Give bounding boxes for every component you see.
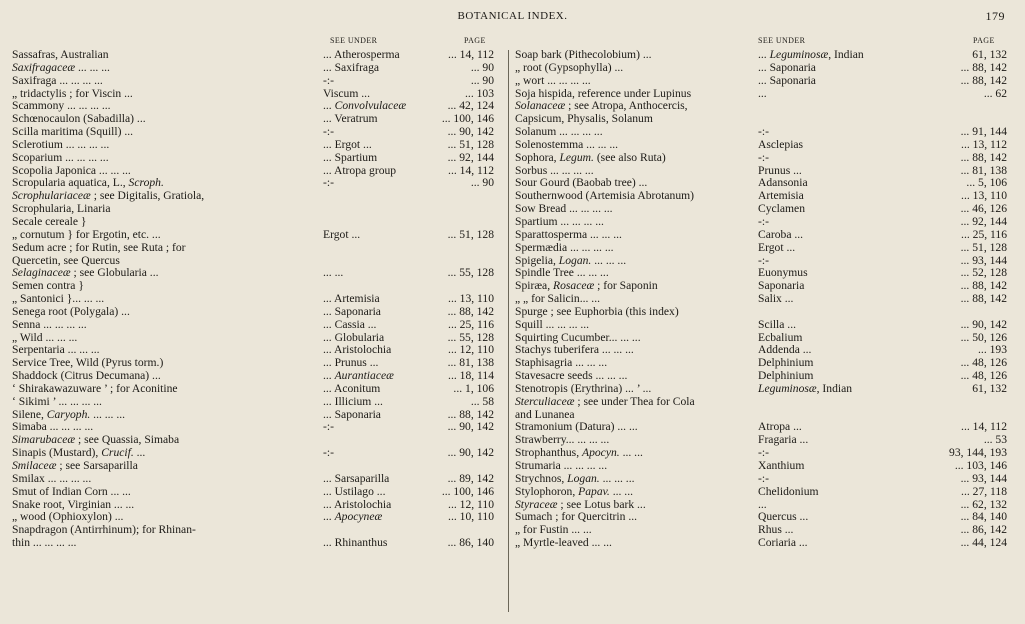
entry-term: Staphisagria ... ... ... <box>515 357 608 370</box>
index-entry <box>12 126 504 139</box>
entry-term: Strychnos, Logan. ... ... ... <box>515 472 635 485</box>
page-number: 179 <box>985 9 1005 23</box>
entry-see-under: ... Rhinanthus <box>323 536 388 550</box>
entry-term: Solenostemma ... ... ... <box>515 138 619 151</box>
entry-see-under: -:- <box>323 176 334 190</box>
entry-page-ref: ... 25, 116 <box>448 317 494 331</box>
entry-page-ref: ... 88, 142 <box>447 304 494 318</box>
entry-term: Squirting Cucumber... ... ... <box>515 331 641 344</box>
entry-term: Spartium ... ... ... ... <box>515 215 604 228</box>
entry-page-ref: ... 12, 110 <box>448 343 494 357</box>
index-entry <box>12 344 504 357</box>
entry-page-ref: ... 90 <box>470 60 494 74</box>
entry-page-ref: ... 18, 114 <box>448 369 494 383</box>
entry-term: Sedum acre ; for Rutin, see Ruta ; for <box>12 240 186 254</box>
index-entry <box>12 242 504 255</box>
entry-see-under: Rhus ... <box>758 523 794 537</box>
entry-page-ref: ... 51, 128 <box>960 240 1007 254</box>
index-title: BOTANICAL INDEX. <box>457 10 568 22</box>
index-entry <box>12 255 504 268</box>
entry-page-ref: ... 12, 110 <box>448 497 494 511</box>
entry-term: Simaba ... ... ... ... <box>12 421 94 434</box>
index-entry <box>12 229 504 242</box>
entry-term: Stenotropis (Erythrina) ... ’ ... <box>515 382 652 395</box>
entry-page-ref: ... 90, 142 <box>960 317 1007 331</box>
entry-term: thin ... ... ... ... <box>12 537 77 550</box>
entry-see-under: Xanthium <box>758 459 805 472</box>
entry-see-under: Ergot ... <box>323 227 361 241</box>
entry-see-under: ... Aristolochia <box>323 343 392 357</box>
entry-page-ref: 61, 132 <box>972 48 1007 61</box>
entry-page-ref: ... 88, 142 <box>960 60 1007 74</box>
index-entry <box>12 332 504 345</box>
index-entry <box>515 383 1017 396</box>
entry-page-ref: ... 46, 126 <box>960 202 1007 216</box>
entry-page-ref: ... 5, 106 <box>966 176 1007 190</box>
entry-page-ref: ... 93, 144 <box>960 253 1007 267</box>
entry-term: Scilla maritima (Squill) ... <box>12 126 134 139</box>
entry-see-under: Coriaria ... <box>758 536 808 550</box>
entry-see-under: Addenda ... <box>758 343 812 357</box>
entry-see-under: ... Saponaria <box>323 407 381 421</box>
entry-page-ref: ... 81, 138 <box>960 163 1007 177</box>
entry-see-under: Ecbalium <box>758 330 803 344</box>
entry-see-under: ... Prunus ... <box>323 356 379 370</box>
entry-term: Scrophulariaceæ ; see Digitalis, Gratiola, <box>12 189 205 203</box>
entry-see-under: Delphinium <box>758 356 814 370</box>
entry-term: „ wood (Ophioxylon) ... <box>12 511 124 524</box>
entry-see-under: ... Sarsaparilla <box>323 471 390 485</box>
entry-term: Selaginaceæ ; see Globularia ... <box>12 267 159 280</box>
left-see-under-heading: SEE UNDER <box>330 36 378 45</box>
entry-see-under: ... Aconitum <box>323 381 381 395</box>
entry-term: Sophora, Legum. (see also Ruta) <box>515 151 666 164</box>
index-entry <box>12 537 504 550</box>
entry-see-under: Cyclamen <box>758 202 806 216</box>
entry-see-under: ... Saxifraga <box>323 60 380 74</box>
entry-term: ‘ Sikimi ’ ... ... ... ... <box>12 395 102 408</box>
entry-see-under: ... Artemisia <box>323 292 380 306</box>
index-entry <box>12 139 504 152</box>
right-see-under-heading: SEE UNDER <box>758 36 806 45</box>
entry-term: Snake root, Virginian ... ... <box>12 498 135 511</box>
entry-term: and Lunanea <box>515 407 575 421</box>
entry-see-under: -:- <box>758 214 769 228</box>
entry-page-ref: ... 100, 146 <box>441 484 494 498</box>
entry-page-ref: ... 88, 142 <box>447 407 494 421</box>
entry-term: „ cornutum } for Ergotin, etc. ... <box>12 228 161 241</box>
entry-term: Spindle Tree ... ... ... <box>515 267 609 280</box>
entry-term: Saxifraga ... ... ... ... <box>12 74 103 87</box>
entry-see-under: -:- <box>323 73 334 87</box>
index-entry <box>515 126 1017 139</box>
entry-see-under: ... Apocyneæ <box>323 510 383 524</box>
entry-page-ref: ... 25, 116 <box>961 227 1007 241</box>
right-column <box>515 36 1017 550</box>
entry-term: Squill ... ... ... ... <box>515 318 590 331</box>
entry-page-ref: ... 62 <box>983 86 1007 100</box>
entry-term: Shaddock (Citrus Decumana) ... <box>12 370 161 383</box>
index-entry <box>515 537 1017 550</box>
entry-term: Schœnocaulon (Sabadilla) ... <box>12 113 146 126</box>
entry-see-under: Saponaria <box>758 279 805 293</box>
entry-page-ref: ... 92, 144 <box>960 214 1007 228</box>
entry-term: Sorbus ... ... ... ... <box>515 164 594 177</box>
index-entry <box>12 267 504 280</box>
entry-see-under: -:- <box>323 125 334 139</box>
index-entry <box>12 370 504 383</box>
index-entry <box>12 319 504 332</box>
index-entry <box>12 293 504 306</box>
entry-term: Sow Bread ... ... ... ... <box>515 203 613 216</box>
entry-see-under: -:- <box>758 253 769 267</box>
entry-page-ref: ... 193 <box>978 343 1007 357</box>
entry-see-under: Prunus ... <box>758 163 802 177</box>
entry-page-ref: ... 55, 128 <box>447 330 494 344</box>
entry-term: Secale cereale } <box>12 214 87 228</box>
entry-term: Snapdragon (Antirrhinum); for Rhinan- <box>12 523 196 537</box>
entry-term: „ for Fustin ... ... <box>515 524 592 537</box>
entry-see-under: ... Cassia ... <box>323 317 377 331</box>
entry-term: Smut of Indian Corn ... ... <box>12 485 131 498</box>
index-entry <box>12 165 504 178</box>
index-entry <box>12 75 504 88</box>
entry-page-ref: ... 90 <box>470 176 494 190</box>
index-entry <box>12 499 504 512</box>
index-entry <box>515 460 1017 473</box>
index-entry <box>12 306 504 319</box>
entry-see-under: ... Veratrum <box>323 112 378 126</box>
entry-see-under: ... Convolvulaceæ <box>323 99 407 113</box>
entry-term: Stramonium (Datura) ... ... <box>515 421 638 434</box>
entry-page-ref: ... 90, 142 <box>447 125 494 139</box>
index-entry <box>515 139 1017 152</box>
entry-term: Scammony ... ... ... ... <box>12 100 111 113</box>
index-entry <box>515 152 1017 165</box>
entry-term: Southernwood (Artemisia Abrotanum) <box>515 190 695 203</box>
entry-page-ref: ... 103, 146 <box>954 459 1007 472</box>
index-entry <box>12 486 504 499</box>
entry-see-under: ... Saponaria <box>323 304 381 318</box>
entry-see-under: ... Aristolochia <box>323 497 392 511</box>
entry-see-under: Delphinium <box>758 369 814 383</box>
entry-term: „ root (Gypsophylla) ... <box>515 61 624 74</box>
entry-term: Simarubaceæ ; see Quassia, Simaba <box>12 433 180 447</box>
entry-page-ref: ... 62, 132 <box>960 497 1007 511</box>
entry-see-under: -:- <box>758 150 769 164</box>
entry-page-ref: ... 53 <box>983 433 1007 447</box>
entry-page-ref: ... 86, 140 <box>447 536 494 550</box>
entry-term: Smilax ... ... ... ... <box>12 472 92 485</box>
page-header <box>0 10 1025 26</box>
entry-term: Strophanthus, Apocyn. ... ... <box>515 447 643 460</box>
entry-page-ref: ... 13, 110 <box>961 189 1007 203</box>
entry-page-ref: ... 10, 110 <box>448 510 494 524</box>
entry-term: Quercetin, see Quercus <box>12 253 120 267</box>
index-entry <box>12 357 504 370</box>
entry-term: Solanum ... ... ... ... <box>515 126 603 139</box>
entry-see-under: ... Globularia <box>323 330 385 344</box>
entry-see-under: Asclepias <box>758 137 804 151</box>
entry-see-under: Euonymus <box>758 266 808 280</box>
entry-page-ref: ... 44, 124 <box>960 536 1007 550</box>
entry-page-ref: ... 14, 112 <box>448 163 494 177</box>
entry-term: Sinapis (Mustard), Crucif. ... <box>12 447 146 460</box>
index-entry <box>515 229 1017 242</box>
entry-page-ref: ... 86, 142 <box>960 523 1007 537</box>
right-entries <box>515 49 1017 550</box>
index-entry <box>515 486 1017 499</box>
entry-page-ref: ... 14, 112 <box>961 420 1007 434</box>
entry-see-under: ... <box>758 497 767 511</box>
entry-page-ref: ... 50, 126 <box>960 330 1007 344</box>
entry-see-under: ... <box>758 86 767 100</box>
index-entry <box>12 88 504 101</box>
index-entry <box>12 524 504 537</box>
entry-see-under: -:- <box>323 446 334 460</box>
entry-see-under: ... Leguminosæ, Indian <box>758 48 864 61</box>
index-entry <box>515 216 1017 229</box>
index-entry <box>12 383 504 396</box>
entry-term: Spurge ; see Euphorbia (this index) <box>515 304 679 318</box>
entry-page-ref: ... 55, 128 <box>447 266 494 280</box>
entry-page-ref: ... 51, 128 <box>447 137 494 151</box>
index-entry <box>515 49 1017 62</box>
entry-see-under: Ergot ... <box>758 240 796 254</box>
entry-term: Semen contra } <box>12 279 84 293</box>
entry-term: Scropularia aquatica, L., Scroph. <box>12 177 164 190</box>
entry-page-ref: ... 48, 126 <box>960 356 1007 370</box>
index-entry <box>515 242 1017 255</box>
index-entry <box>12 434 504 447</box>
entry-see-under: -:- <box>323 420 334 434</box>
index-entry <box>515 319 1017 332</box>
left-entries <box>12 49 504 550</box>
entry-see-under: ... Aurantiaceæ <box>323 369 394 383</box>
entry-see-under: ... Ustilago ... <box>323 484 386 498</box>
entry-page-ref: ... 88, 142 <box>960 292 1007 306</box>
entry-term: Silene, Caryoph. ... ... ... <box>12 408 126 421</box>
entry-page-ref: 61, 132 <box>972 381 1007 395</box>
index-entry <box>12 49 504 62</box>
index-entry <box>515 62 1017 75</box>
entry-term: „ wort ... ... ... ... <box>515 74 591 87</box>
right-page-heading: PAGE <box>973 36 995 45</box>
entry-see-under: Leguminosæ, Indian <box>758 381 853 395</box>
entry-see-under: ... Atherosperma <box>323 48 400 61</box>
entry-term: „ Santonici }... ... ... <box>12 293 105 306</box>
entry-term: Scopolia Japonica ... ... ... <box>12 164 131 177</box>
index-entry <box>12 152 504 165</box>
entry-page-ref: ... 52, 128 <box>960 266 1007 280</box>
entry-page-ref: ... 58 <box>470 394 494 408</box>
entry-see-under: ... Saponaria <box>758 73 816 87</box>
index-entry <box>515 396 1017 409</box>
entry-term: Sclerotium ... ... ... ... <box>12 138 110 151</box>
entry-term: Senega root (Polygala) ... <box>12 305 130 318</box>
index-entry <box>515 473 1017 486</box>
entry-term: Serpentaria ... ... ... <box>12 344 100 357</box>
entry-see-under: Adansonia <box>758 176 808 190</box>
left-column-header <box>12 36 504 49</box>
left-page-heading: PAGE <box>464 36 486 45</box>
entry-page-ref: ... 93, 144 <box>960 471 1007 485</box>
index-entry <box>12 460 504 473</box>
entry-page-ref: 93, 144, 193 <box>949 446 1007 460</box>
entry-see-under: Quercus ... <box>758 510 809 524</box>
index-entry <box>12 100 504 113</box>
entry-see-under: ... ... <box>323 266 344 280</box>
index-entry <box>515 293 1017 306</box>
entry-term: Capsicum, Physalis, Solanum <box>515 112 653 126</box>
entry-see-under: -:- <box>758 125 769 139</box>
index-entry <box>12 62 504 75</box>
entry-page-ref: ... 100, 146 <box>441 112 494 126</box>
entry-see-under: Fragaria ... <box>758 433 809 447</box>
entry-term: Smilaceæ ; see Sarsaparilla <box>12 459 138 472</box>
entry-term: Solanaceæ ; see Atropa, Anthocercis, <box>515 99 688 113</box>
index-entry <box>12 396 504 409</box>
entry-see-under: Atropa ... <box>758 420 802 434</box>
entry-page-ref: ... 88, 142 <box>960 279 1007 293</box>
entry-term: Soap bark (Pithecolobium) ... <box>515 49 652 61</box>
entry-term: Strumaria ... ... ... ... <box>515 460 608 472</box>
entry-page-ref: ... 103 <box>465 86 494 100</box>
entry-see-under: ... Ergot ... <box>323 137 372 151</box>
entry-page-ref: ... 91, 144 <box>960 125 1007 139</box>
entry-page-ref: ... 51, 128 <box>447 227 494 241</box>
index-entry <box>515 306 1017 319</box>
entry-see-under: -:- <box>758 471 769 485</box>
entry-see-under: Chelidonium <box>758 484 819 498</box>
entry-term: Sterculiaceæ ; see under Thea for Cola <box>515 394 695 408</box>
entry-term: Styraceæ ; see Lotus bark ... <box>515 498 646 511</box>
entry-page-ref: ... 14, 112 <box>448 48 494 61</box>
left-column <box>12 36 504 550</box>
entry-term: Stavesacre seeds ... ... ... <box>515 370 628 383</box>
index-entry <box>12 113 504 126</box>
entry-see-under: Viscum ... <box>323 86 370 100</box>
entry-term: Saxifragaceæ ... ... ... <box>12 61 110 74</box>
index-entry <box>12 473 504 486</box>
entry-term: Spermædia ... ... ... ... <box>515 241 614 254</box>
entry-see-under: ... Saponaria <box>758 60 816 74</box>
entry-term: Sassafras, Australian <box>12 49 109 61</box>
entry-page-ref: ... 92, 144 <box>447 150 494 164</box>
entry-page-ref: ... 90 <box>470 73 494 87</box>
entry-page-ref: ... 13, 110 <box>448 292 494 306</box>
entry-term: Scoparium ... ... ... ... <box>12 151 109 164</box>
entry-term: Sumach ; for Quercitrin ... <box>515 511 638 524</box>
entry-term: Stachys tuberifera ... ... ... <box>515 344 634 357</box>
entry-see-under: ... Spartium <box>323 150 378 164</box>
entry-term: Spiræa, Rosaceæ ; for Saponin <box>515 280 658 293</box>
entry-term: ‘ Shirakawazuware ’ ; for Aconitine <box>12 382 178 395</box>
entry-term: Sparattosperma ... ... ... <box>515 228 622 241</box>
entry-term: „ Wild ... ... ... <box>12 331 78 344</box>
entry-term: „ tridactylis ; for Viscin ... <box>12 87 133 100</box>
index-entry <box>515 75 1017 88</box>
entry-page-ref: ... 88, 142 <box>960 150 1007 164</box>
entry-see-under: -:- <box>758 446 769 460</box>
index-entry <box>12 280 504 293</box>
entry-page-ref: ... 84, 140 <box>960 510 1007 524</box>
entry-page-ref: ... 89, 142 <box>447 471 494 485</box>
entry-page-ref: ... 1, 106 <box>453 381 494 395</box>
index-entry <box>12 216 504 229</box>
entry-term: Strawberry... ... ... ... <box>515 434 610 447</box>
entry-see-under: ... Atropa group <box>323 163 397 177</box>
entry-term: Senna ... ... ... ... <box>12 318 87 331</box>
entry-page-ref: ... 27, 118 <box>961 484 1007 498</box>
entry-term: Spigelia, Logan. ... ... ... <box>515 254 627 267</box>
entry-term: Soja hispida, reference under Lupinus <box>515 87 692 100</box>
entry-page-ref: ... 42, 124 <box>447 99 494 113</box>
entry-term: „ Myrtle-leaved ... ... <box>515 537 612 550</box>
entry-term: „ „ for Salicin... ... <box>515 293 600 306</box>
entry-see-under: Scilla ... <box>758 317 796 331</box>
entry-page-ref: ... 48, 126 <box>960 369 1007 383</box>
entry-page-ref: ... 13, 112 <box>961 137 1007 151</box>
entry-see-under: Salix ... <box>758 292 794 306</box>
entry-term: Stylophoron, Papav. ... ... <box>515 485 633 498</box>
entry-page-ref: ... 90, 142 <box>447 420 494 434</box>
entry-page-ref: ... 88, 142 <box>960 73 1007 87</box>
entry-see-under: Artemisia <box>758 189 804 203</box>
entry-page-ref: ... 81, 138 <box>447 356 494 370</box>
entry-page-ref: ... 90, 142 <box>447 446 494 460</box>
entry-term: Scrophularia, Linaria <box>12 202 111 216</box>
column-divider <box>508 50 509 612</box>
entry-see-under: Caroba ... <box>758 227 804 241</box>
entry-see-under: ... Illicium ... <box>323 394 383 408</box>
entry-term: Service Tree, Wild (Pyrus torm.) <box>12 357 164 370</box>
index-entry <box>12 409 504 422</box>
entry-term: Sour Gourd (Baobab tree) ... <box>515 177 648 190</box>
